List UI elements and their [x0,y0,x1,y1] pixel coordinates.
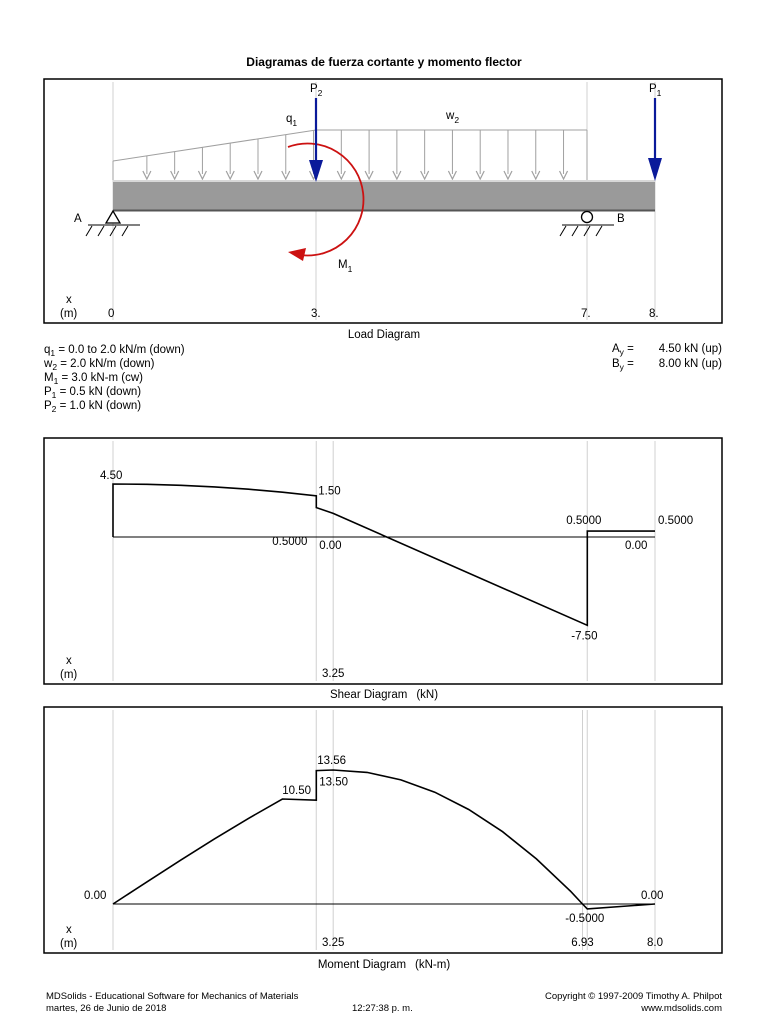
footer-software: MDSolids - Educational Software for Mechanics of Materials [46,991,299,1002]
reaction-by: $B_y$ = [612,358,634,372]
tick-label: 3.25 [321,937,345,949]
value-label: 0.5000 [272,536,308,548]
value-label: -7.50 [571,630,598,643]
moment-value-labels [84,755,663,925]
pin-triangle [106,211,120,223]
value-label: 13.56 [317,755,347,767]
legend-p2: $P_2 = 1.0$ kN (down) [44,400,142,414]
footer-time: 12:27:38 p. m. [352,1003,413,1014]
moment-x-unit: (m) [60,938,78,950]
shear-x-unit: (m) [60,669,78,681]
moment-diagram-caption: Moment Diagram (kN-m) [317,959,451,971]
tick-label: 8.0 [647,937,663,949]
p2-arrowhead [309,160,323,182]
footer [46,991,722,1014]
value-label: 0.00 [641,890,664,902]
load-tick-0: 0 [108,308,115,320]
shear-x-label: x [66,655,72,667]
legend-w2: $w_2 = 2.0$ kN/m (down) [44,358,155,372]
shear-curve [113,484,655,625]
q1-label: $q_1$ [286,113,298,128]
shear-diagram [44,438,722,684]
load-tick-8: 8. [649,308,659,320]
legend-m1: $M_1 = 3.0$ kN-m (cw) [44,372,143,386]
beam [113,180,655,211]
p1-label: $P_1$ [649,83,662,98]
reaction-ay-value: 4.50 kN (up) [658,343,722,355]
value-label: 10.50 [282,785,312,798]
load-legend [43,343,722,414]
hatch [122,226,128,236]
moment-diagram-frame [44,707,722,953]
p1-arrowhead [648,158,662,181]
load-diagram-caption: Load Diagram [347,329,421,341]
value-label: 0.5000 [566,515,602,528]
reaction-by-value: 8.00 kN (up) [658,358,722,370]
load-tick-7: 7. [581,308,591,320]
footer-copyright: Copyright © 1997-2009 Timothy A. Philpot [544,991,722,1002]
point-load-p2 [309,98,323,182]
hatch [596,226,602,236]
tick-label: 6.93 [571,937,594,949]
w2-label: $w_2$ [446,110,460,125]
shear-diagram-caption: Shear Diagram (kN) [329,689,439,701]
p2-label: $P_2$ [310,83,323,98]
roller-circle [582,212,593,223]
footer-website: www.mdsolids.com [641,1003,722,1014]
hatch [98,226,104,236]
moment-label: $M_1$ [338,259,353,274]
reaction-ay: $A_y$ = [612,343,634,357]
value-label: 0.00 [84,890,107,902]
load-x-label: x [66,294,72,306]
moment-tick-labels [322,937,663,949]
shear-diagram-frame [44,438,722,684]
page-title: Diagramas de fuerza cortante y momento flector [246,55,522,69]
legend-p1: $P_1 = 0.5$ kN (down) [44,386,142,400]
point-load-p1 [648,98,662,181]
distributed-load [113,130,587,180]
moment-curve [113,770,655,909]
value-label: 0.5000 [658,515,694,528]
support-b-label: B [617,213,625,225]
support-a-label: A [74,213,82,225]
load-tick-3: 3. [311,308,321,320]
load-x-unit: (m) [60,308,78,320]
moment-arrowhead [288,248,306,261]
value-label: 13.50 [319,776,349,789]
moment-x-label: x [66,924,72,936]
value-label: -0.5000 [565,912,605,925]
shear-tick-labels [322,668,344,680]
footer-date: martes, 26 de Junio de 2018 [46,1003,167,1014]
hatch [572,226,578,236]
hatch [86,226,92,236]
value-label: 0.00 [625,540,648,552]
value-label: 1.50 [318,485,341,498]
moment-diagram [44,707,722,953]
tick-label: 3.25 [321,668,345,680]
shear-value-labels [100,470,693,642]
load-diagram [44,79,722,323]
shear-gridlines [113,441,655,681]
hatch [560,226,566,236]
value-label: 4.50 [100,470,123,482]
legend-q1: $q_1 = 0.0$ to 2.0 kN/m (down) [44,344,185,358]
value-label: 0.00 [319,540,342,552]
